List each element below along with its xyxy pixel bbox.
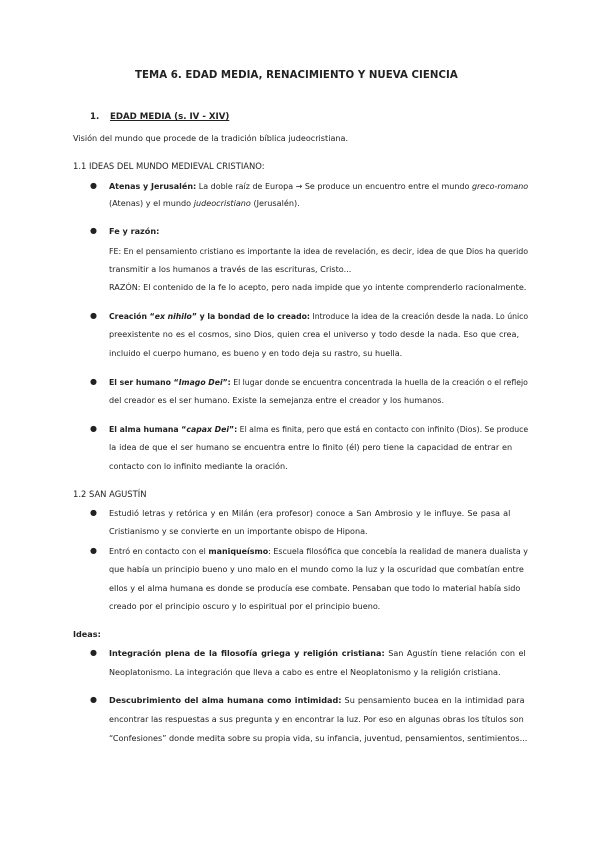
item-text: (Jerusalén). xyxy=(250,198,300,208)
page-title: TEMA 6. EDAD MEDIA, RENACIMIENTO Y NUEVA CIENCIA xyxy=(135,70,458,81)
bullet-icon: ● xyxy=(90,695,97,704)
list-item xyxy=(109,545,528,557)
list-item-line: transmitir a los humanos a través de las escrituras, Cristo... xyxy=(109,264,352,274)
item-label: maniqueísmo xyxy=(208,546,269,556)
item-emphasis: capax Dei xyxy=(186,424,230,434)
subsection-heading: 1.1 IDEAS DEL MUNDO MEDIEVAL CRISTIANO: xyxy=(73,161,265,171)
bullet-icon: ● xyxy=(90,226,97,235)
ideas-heading: Ideas: xyxy=(73,629,101,639)
list-item-line: del creador es el ser humano. Existe la semejanza entre el creador y los humanos. xyxy=(109,395,445,405)
bullet-icon: ● xyxy=(90,508,97,517)
list-item-line: ellos y el alma humana es donde se producía ese combate. Pensaban que todo lo material había sido xyxy=(109,583,521,593)
item-text: Introduce la idea de la creación desde la nada. Lo único xyxy=(310,311,529,321)
bullet-icon: ● xyxy=(90,377,97,386)
list-item xyxy=(109,694,525,706)
item-text: El lugar donde se encuentra concentrada la huella de la creación o el reflejo xyxy=(230,377,528,387)
item-text: El alma es finita, pero que está en contacto con infinito (Dios). Se produce xyxy=(237,424,529,434)
list-item xyxy=(109,310,528,322)
list-item-line xyxy=(109,197,300,209)
bullet-icon: ● xyxy=(90,648,97,657)
list-item xyxy=(109,180,528,192)
list-item xyxy=(109,647,526,659)
list-item-line: preexistente no es el cosmos, sino Dios, quien crea el universo y todo desde la nada. Eso que crea, xyxy=(109,329,520,339)
list-item-line: incluido el cuerpo humano, es bueno y en todo deja su rastro, su huella. xyxy=(109,348,403,358)
list-item-line: Neoplatonismo. La integración que lleva a cabo es entre el Neoplatonismo y la religión cristiana. xyxy=(109,667,501,677)
item-text: Su pensamiento bucea en la intimidad para xyxy=(341,695,525,705)
section-number: 1. xyxy=(90,112,100,122)
list-item-line: que había un principio bueno y uno malo en el mundo como la luz y la oscuridad que combatían entre xyxy=(109,564,524,574)
list-item xyxy=(109,423,528,435)
list-item xyxy=(109,376,528,388)
list-item-line: FE: En el pensamiento cristiano es importante la idea de revelación, es decir, idea de que Dios ha querido xyxy=(109,246,529,256)
section-heading: EDAD MEDIA (s. IV - XIV) xyxy=(110,112,230,122)
list-item xyxy=(109,225,159,237)
item-label: Fe y razón: xyxy=(109,226,160,236)
list-item-line: la idea de que el ser humano se encuentra entre lo finito (él) pero tiene la capacidad de entrar en xyxy=(109,442,513,452)
list-item-line: encontrar las respuestas a sus pregunta y en encontrar la luz. Por eso en algunas obras los títulos son xyxy=(109,714,524,724)
item-label: El alma humana “ xyxy=(109,424,187,434)
item-label: ”: xyxy=(229,424,238,434)
bullet-icon: ● xyxy=(90,424,97,433)
list-item-line: RAZÓN: El contenido de la fe lo acepto, pero nada impide que yo intente comprenderlo racionalmente. xyxy=(109,282,527,292)
bullet-icon: ● xyxy=(90,311,97,320)
item-label: Descubrimiento del alma humana como intimidad: xyxy=(109,695,342,705)
item-label: ”: xyxy=(222,377,231,387)
list-item-line: Cristianismo y se convierte en un importante obispo de Hipona. xyxy=(109,526,368,536)
item-label: Atenas y Jerusalén: xyxy=(109,181,197,191)
item-label: Integración plena de la filosofía griega y religión cristiana: xyxy=(109,648,385,658)
bullet-icon: ● xyxy=(90,546,97,555)
item-text: Entró en contacto con el xyxy=(109,546,209,556)
subsection-heading: 1.2 SAN AGUSTÍN xyxy=(73,489,147,499)
item-text: San Agustín tiene relación con el xyxy=(384,648,526,658)
item-emphasis: ex nihilo xyxy=(154,311,192,321)
list-item-line: “Confesiones” donde medita sobre su propia vida, su infancia, juventud, pensamientos, sentimientos... xyxy=(109,733,528,743)
item-emphasis: Imago Dei xyxy=(178,377,223,387)
list-item-line: creado por el principio oscuro y lo espiritual por el principio bueno. xyxy=(109,601,381,611)
item-label: ” y la bondad de lo creado: xyxy=(191,311,311,321)
item-text: (Atenas) y el mundo xyxy=(109,198,194,208)
item-text: La doble raíz de Europa → Se produce un encuentro entre el mundo xyxy=(196,181,472,191)
item-emphasis: greco-romano xyxy=(471,181,529,191)
item-label: Creación “ xyxy=(109,311,155,321)
bullet-icon: ● xyxy=(90,181,97,190)
section-intro: Visión del mundo que procede de la tradición bíblica judeocristiana. xyxy=(73,133,349,143)
item-emphasis: judeocristiano xyxy=(193,198,251,208)
list-item-line: contacto con lo infinito mediante la oración. xyxy=(109,461,288,471)
item-label: El ser humano “ xyxy=(109,377,179,387)
item-text: : Escuela filosófica que concebía la realidad de manera dualista y xyxy=(268,546,528,556)
list-item: Estudió letras y retórica y en Milán (era profesor) conoce a San Ambrosio y le influye. Se pasa al xyxy=(109,508,511,518)
